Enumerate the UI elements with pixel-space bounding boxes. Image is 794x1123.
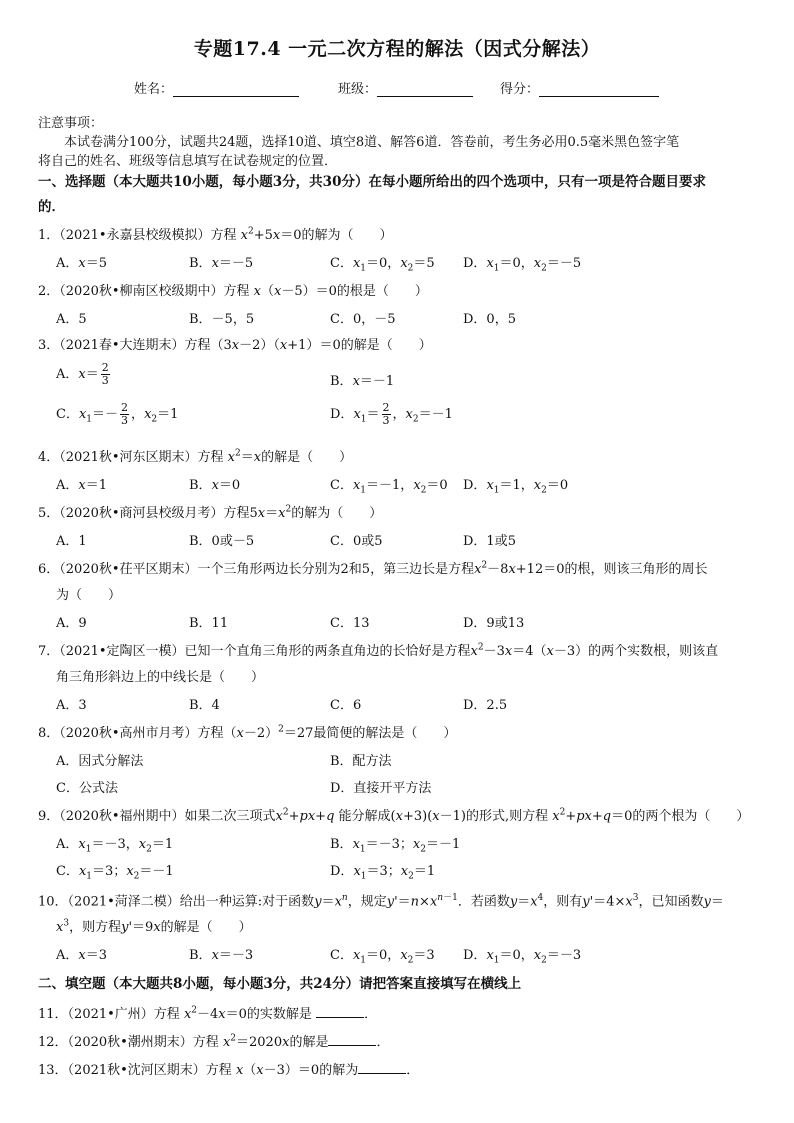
- option-d[interactable]: D．$x_1=0$，$x_2=-5$: [463, 256, 582, 274]
- option-c[interactable]: C．6: [330, 698, 362, 713]
- score-field[interactable]: [500, 78, 659, 97]
- option-c[interactable]: C．$x_1=-$ $\frac{2}{3}$ ，$x_2=1$: [56, 401, 179, 427]
- option-a[interactable]: A．x＝1: [56, 478, 108, 493]
- question-7: 7．（2021•定陶区一模）已知一个直角三角形的两条直角边的长恰好是方程$x^2-3x=4(x-3)$的两个实数根，则该直: [38, 642, 719, 659]
- option-d[interactable]: D．2.5: [463, 698, 508, 713]
- option-c[interactable]: C．$x_1=0$，$x_2=5$: [330, 256, 435, 274]
- section-1-heading-cont: 的．: [38, 199, 65, 215]
- option-b[interactable]: B．$x_1=-3$；$x_2=-1$: [330, 837, 461, 855]
- option-d[interactable]: D．1或5: [463, 534, 516, 549]
- option-d[interactable]: D．0，5: [463, 312, 516, 327]
- option-d[interactable]: D．$x_1=$ $\frac{2}{3}$ ，$x_2=-1$: [330, 401, 453, 427]
- answer-blank[interactable]: [316, 1005, 364, 1018]
- option-d[interactable]: D．9或13: [463, 616, 525, 631]
- option-a[interactable]: A．5: [56, 312, 87, 327]
- option-b[interactable]: B．4: [189, 698, 220, 713]
- option-c[interactable]: C．$x_1=0$，$x_2=3$: [330, 948, 435, 966]
- question-11: 11．（2021•广州）方程 $x^2-4x=0$的实数解是 ．: [38, 1005, 378, 1022]
- question-4: 4．（2021秋•河东区期末）方程 $x^2=x$的解是（ ）: [38, 448, 353, 465]
- page-title: 专题17.4 一元二次方程的解法（因式分解法）: [193, 38, 601, 60]
- class-field[interactable]: [338, 78, 473, 97]
- option-b[interactable]: B．11: [189, 616, 229, 631]
- notice-line-1: 本试卷满分100分，试题共24题，选择10道、填空8道、解答6道．答卷前，考生务必用0.5毫米黑色签字笔: [64, 135, 680, 150]
- option-a[interactable]: A．x＝ $\frac{2}{3}$: [56, 361, 109, 387]
- option-a[interactable]: A．3: [56, 698, 87, 713]
- option-b[interactable]: B．x＝－1: [330, 374, 395, 389]
- question-1: 1．（2021•永嘉县校级模拟）方程 $x^2+5x=0$的解为（ ）: [38, 226, 393, 243]
- option-d[interactable]: D．$x_1=1$，$x_2=0$: [463, 478, 569, 496]
- question-9: 9．（2020秋•福州期中）如果二次三项式$x^2+px+q$ 能分解成(x+3)(x－1)的形式,则方程 $x^2+px+q=0$的两个根为（ ）: [38, 807, 750, 824]
- notice-heading: 注意事项：: [38, 116, 104, 131]
- question-13: 13．（2021秋•沈河区期末）方程 x（x－3）＝0的解为 ．: [38, 1063, 420, 1078]
- name-label: 姓名：: [134, 82, 174, 97]
- option-a[interactable]: A．9: [56, 616, 87, 631]
- question-6: 6．（2020秋•茌平区期末）一个三角形两边长分别为2和5，第三边长是方程$x^2-8x+12=0$的根，则该三角形的周长: [38, 560, 708, 577]
- option-d[interactable]: D．直接开平方法: [330, 781, 432, 796]
- option-d[interactable]: D．$x_1=0$，$x_2=-3$: [463, 948, 582, 966]
- question-3: 3．（2021春•大连期末）方程（3x－2）（x+1）＝0的解是（ ）: [38, 338, 432, 353]
- option-d[interactable]: D．$x_1=3$；$x_2=1$: [330, 864, 436, 882]
- option-a[interactable]: A．因式分解法: [56, 754, 144, 769]
- option-b[interactable]: B．－5，5: [189, 312, 255, 327]
- question-10-cont: $x^3$，则方程y'＝9x的解是（ ）: [56, 918, 252, 935]
- option-b[interactable]: B．0或－5: [189, 534, 255, 549]
- option-a[interactable]: A．x＝5: [56, 256, 108, 271]
- option-c[interactable]: C．$x_1=3$；$x_2=-1$: [56, 864, 174, 882]
- option-c[interactable]: C．13: [330, 616, 370, 631]
- section-1-heading: 一、选择题（本大题共10小题，每小题3分，共30分）在每小题所给出的四个选项中，只有一项是符合题目要求: [38, 174, 706, 190]
- score-label: 得分：: [500, 82, 540, 97]
- notice-line-2: 将自己的姓名、班级等信息填写在试卷规定的位置．: [38, 154, 338, 169]
- option-c[interactable]: C．公式法: [56, 781, 118, 796]
- option-c[interactable]: C．0，－5: [330, 312, 396, 327]
- option-b[interactable]: B．x＝－3: [189, 948, 254, 963]
- option-c[interactable]: C．$x_1=-1$，$x_2=0$: [330, 478, 448, 496]
- option-a[interactable]: A．$x_1=-3$，$x_2=1$: [56, 837, 174, 855]
- option-a[interactable]: A．1: [56, 534, 87, 549]
- question-2: 2．（2020秋•柳南区校级期中）方程 x（x－5）＝0的根是（ ）: [38, 284, 428, 299]
- question-6-cont: 为（ ）: [56, 588, 122, 603]
- question-8: 8．（2020秋•高州市月考）方程$(x-2)^2=27$最简便的解法是（ ）: [38, 724, 457, 741]
- question-5: 5．（2020秋•商河县校级月考）方程$5x=x^2$的解为（ ）: [38, 504, 383, 521]
- option-b[interactable]: B．x＝－5: [189, 256, 254, 271]
- option-b[interactable]: B．x＝0: [189, 478, 241, 493]
- question-10: 10．（2021•菏泽二模）给出一种运算:对于函数$y=x^n$，规定$y'=n\times x^{n-1}$．若函数$y=x^4$，则有$y'=4\times x^3$，已知函数y＝: [38, 893, 724, 910]
- question-7-cont: 角三角形斜边上的中线长是（ ）: [56, 670, 265, 685]
- question-12: 12．（2020秋•潮州期末）方程 $x^2=2020x$的解是 ．: [38, 1033, 390, 1050]
- answer-blank[interactable]: [328, 1033, 376, 1046]
- option-c[interactable]: C．0或5: [330, 534, 383, 549]
- section-2-heading: 二、填空题（本大题共8小题，每小题3分，共24分）请把答案直接填写在横线上: [38, 976, 522, 992]
- answer-blank[interactable]: [358, 1061, 406, 1074]
- option-a[interactable]: A．x＝3: [56, 948, 108, 963]
- option-b[interactable]: B．配方法: [330, 754, 392, 769]
- name-field[interactable]: [134, 78, 299, 97]
- class-label: 班级：: [338, 82, 378, 97]
